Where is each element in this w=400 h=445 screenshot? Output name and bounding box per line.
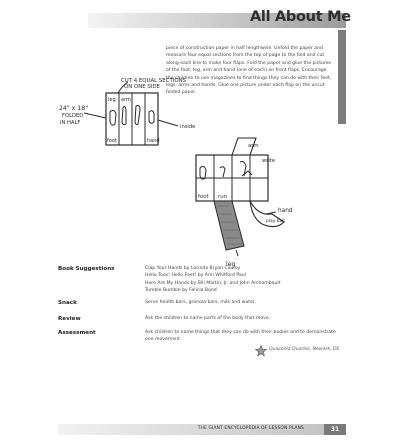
label-play-ball: play ball [266,219,285,224]
label-arm: arm [248,143,259,149]
review-line: Ask the children to name parts of the body that move. [145,316,271,321]
annotation-sections-line-2: ON ONE SIDE [124,84,160,90]
foot-drawing-2 [200,166,206,179]
intro-paragraph: piece of construction paper in half lengthwise. Unfold the paper and measure four equal sections from the top of page to the fold and cut along each line to make four flaps. Fold the paper and glue the pictures of the foot, leg, arm and hand (one of each) on front flaps. Encourage the children to use magazines to find things they can do with their feet, legs, arms and hands. Glue one picture under each flap on the uncut folded paper. [166,46,332,96]
section-body-assessment [145,329,343,344]
section-label-book-suggestions: Book Suggestions [58,266,115,272]
star-icon [255,345,267,357]
assessment-line: one movement. [145,337,182,343]
illustration-1-labels [59,78,195,144]
hand-drawing [149,111,154,124]
foot-drawing [110,110,116,125]
annotation-inside: inside [180,124,196,130]
flap-label-arm: arm [121,97,131,103]
section-label-review: Review [58,316,81,322]
annotation-size-line-3: IN HALF [60,120,81,126]
open-flaps-illustration [196,138,284,256]
section-label-snack: Snack [58,300,77,306]
section-body-book-suggestions [145,265,343,295]
label-run: run [218,194,228,200]
folded-paper-illustration [84,82,178,145]
flap-label-leg: leg [108,97,116,103]
label-write: write [262,158,276,164]
page-title: All About Me [250,9,351,25]
snack-line: Serve health bars, granola bars, milk and water. [145,300,256,305]
runner-drawing [220,167,225,177]
book-suggestion-line: Tumble Bumble by Felicia Bond [145,288,217,294]
label-foot: foot [198,194,209,200]
section-body-review [145,315,343,322]
arm-drawing [135,106,140,125]
flap-label-foot: foot [107,138,117,144]
section-label-assessment: Assessment [58,330,96,336]
annotation-size-line-1: 24" x 18" [59,105,89,112]
book-suggestion-line: Hello Toes! Hello Feet! by Ann Whitford Paul [145,273,246,279]
book-suggestion-line: Here Are My Hands by Bill Martin, Jr. and John Archambault [145,280,281,286]
label-leg: leg [226,261,236,268]
annotation-size-line-2: FOLDED [62,113,84,119]
assessment-line: Ask children to name things that they can do with their bodies and to demonstrate [145,330,336,335]
annotation-sections-line-1: CUT 4 EQUAL SECTIONS [121,78,187,84]
leg-drawing [122,106,126,124]
page-number: 31 [324,424,346,435]
section-body-snack [145,299,343,306]
flap-label-hand: hand [147,138,160,144]
footer-book-title: THE GIANT ENCYCLOPEDIA OF LESSON PLANS [197,426,304,431]
label-hand: hand [278,208,293,214]
contributor-credit: Quazonia Quarles, Newark, DE [269,347,340,352]
book-suggestion-line: Clap Your Hands by Lorinda Bryan Cauley [145,266,241,271]
illustration-2-labels [198,143,293,268]
